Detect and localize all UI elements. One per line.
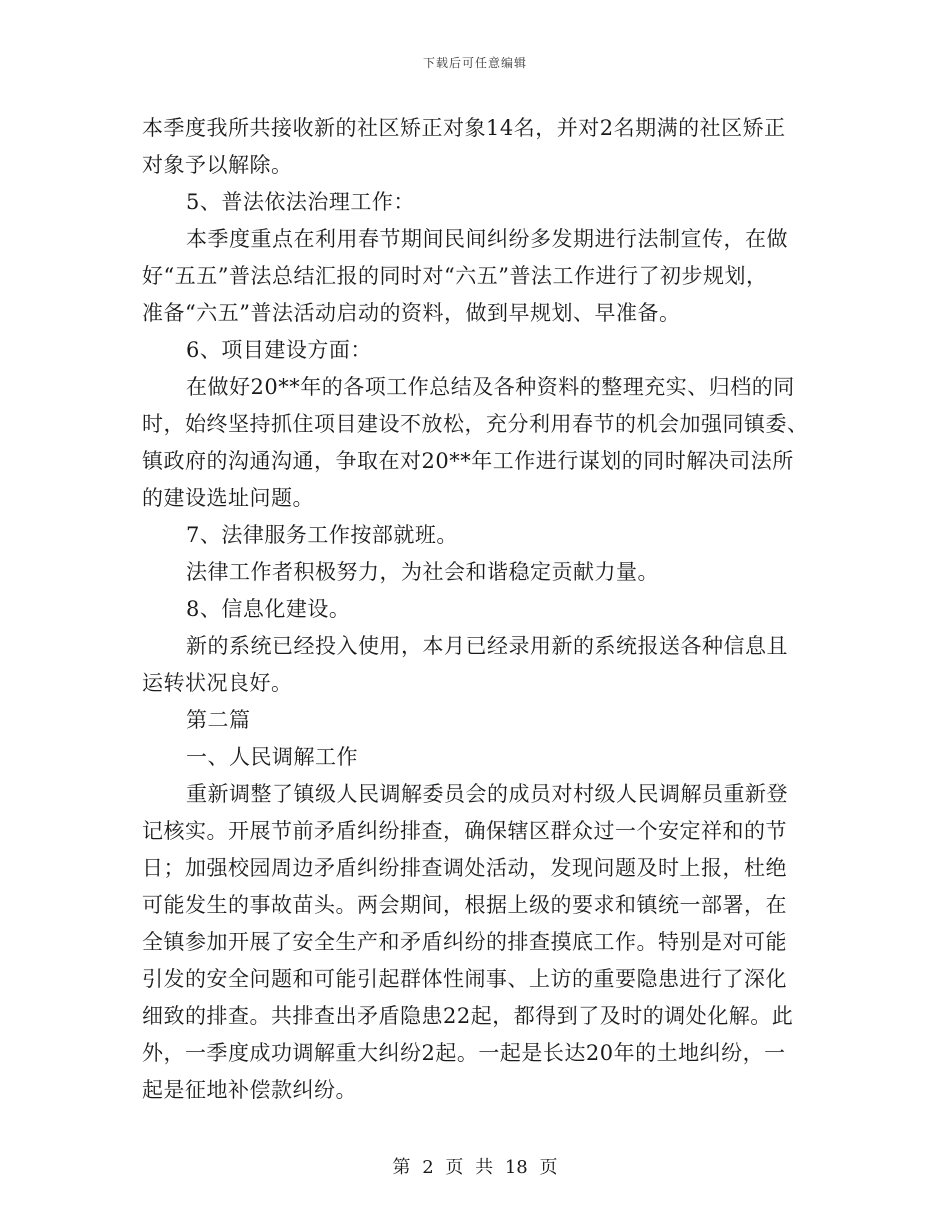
text-line: 时，始终坚持抓住项目建设不放松，充分利用春节的机会加强同镇委、 bbox=[142, 412, 809, 436]
text-line: 法律工作者积极努力，为社会和谐稳定贡献力量。 bbox=[186, 560, 659, 584]
section-heading bbox=[142, 591, 812, 628]
section-heading bbox=[142, 332, 812, 369]
text-line: 日；加强校园周边矛盾纠纷排查调处活动，发现问题及时上报，杜绝 bbox=[142, 856, 787, 880]
text-line: 新的系统已经投入使用，本月已经录用新的系统报送各种信息且 bbox=[186, 634, 788, 658]
text-line: 7、法律服务工作按部就班。 bbox=[186, 523, 458, 547]
text-line: 起是征地补偿款纠纷。 bbox=[142, 1078, 357, 1102]
page-footer: 第 2 页 共 18 页 bbox=[392, 1157, 558, 1178]
text-line: 第二篇 bbox=[186, 708, 251, 732]
text-line: 运转状况良好。 bbox=[142, 671, 293, 695]
text-line: 记核实。开展节前矛盾纠纷排查，确保辖区群众过一个安定祥和的节 bbox=[142, 819, 787, 843]
text-line: 6、项目建设方面： bbox=[186, 338, 372, 362]
section-heading bbox=[142, 517, 812, 554]
paragraph bbox=[142, 110, 812, 184]
paragraph bbox=[142, 221, 812, 332]
text-line: 可能发生的事故苗头。两会期间，根据上级的要求和镇统一部署，在 bbox=[142, 893, 787, 917]
paragraph bbox=[142, 369, 812, 517]
text-line: 全镇参加开展了安全生产和矛盾纠纷的排查摸底工作。特别是对可能 bbox=[142, 930, 787, 954]
text-line: 好“五五”普法总结汇报的同时对“六五”普法工作进行了初步规划， bbox=[142, 264, 768, 288]
text-line: 外，一季度成功调解重大纠纷2起。一起是长达20年的土地纠纷，一 bbox=[142, 1041, 786, 1065]
text-line: 在做好20**年的各项工作总结及各种资料的整理充实、归档的同 bbox=[186, 375, 795, 399]
paragraph bbox=[142, 628, 812, 702]
document-body bbox=[142, 110, 812, 1109]
text-line: 镇政府的沟通沟通，争取在对20**年工作进行谋划的同时解决司法所 bbox=[142, 449, 794, 473]
section-heading bbox=[142, 739, 812, 776]
text-line: 的建设选址问题。 bbox=[142, 486, 314, 510]
section-heading bbox=[142, 184, 812, 221]
text-line: 准备“六五”普法活动启动的资料，做到早规划、早准备。 bbox=[142, 301, 681, 325]
text-line: 一、人民调解工作 bbox=[186, 745, 358, 769]
text-line: 重新调整了镇级人民调解委员会的成员对村级人民调解员重新登 bbox=[186, 782, 788, 806]
section-heading bbox=[142, 702, 812, 739]
text-line: 引发的安全问题和可能引起群体性闹事、上访的重要隐患进行了深化 bbox=[142, 967, 787, 991]
text-line: 本季度重点在利用春节期间民间纠纷多发期进行法制宣传，在做 bbox=[186, 227, 788, 251]
text-line: 5、普法依法治理工作： bbox=[186, 190, 415, 214]
text-line: 8、信息化建设。 bbox=[186, 597, 351, 621]
paragraph bbox=[142, 554, 812, 591]
page-header: 下载后可任意编辑 bbox=[422, 56, 527, 70]
text-line: 细致的排查。共排查出矛盾隐患22起，都得到了及时的调处化解。此 bbox=[142, 1004, 794, 1028]
text-line: 对象予以解除。 bbox=[142, 153, 293, 177]
text-line: 本季度我所共接收新的社区矫正对象14名，并对2名期满的社区矫正 bbox=[142, 116, 786, 140]
paragraph bbox=[142, 776, 812, 1109]
